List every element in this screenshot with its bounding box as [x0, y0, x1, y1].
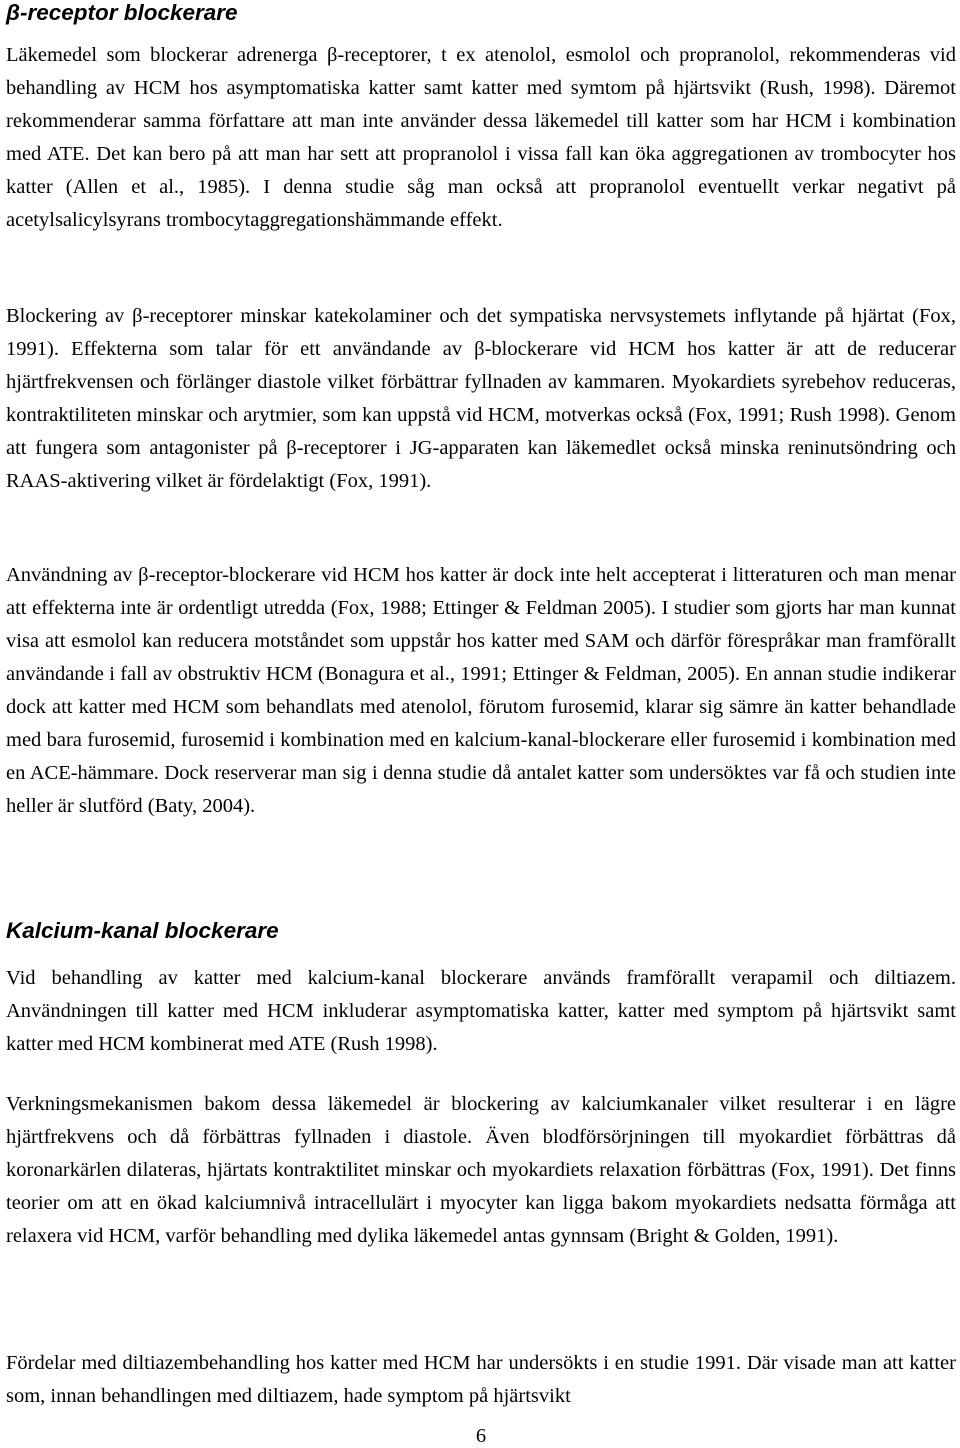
page-number: 6: [475, 1425, 487, 1447]
section-heading-beta-blockers: β-receptor blockerare: [6, 0, 238, 25]
paragraph: Läkemedel som blockerar adrenerga β-receptorer, t ex atenolol, esmolol och propranolol, rekommenderas vid behandling av HCM hos asymptomatiska katter samt katter med symtom på hjärtsvikt (Rush, 1998). Däremot rekommenderar samma författare att man inte använder dessa läkemedel till katter som har HCM i kombination med ATE. Det kan bero på att man har sett att propranolol i vissa fall kan öka aggregationen av trombocyter hos katter (Allen et al., 1985). I denna studie såg man också att propranolol eventuellt verkar negativt på acetylsalicylsyrans trombocytaggregationshämmande effekt.: [6, 44, 956, 231]
paragraph: Vid behandling av katter med kalcium-kanal blockerare används framförallt verapamil och diltiazem. Användningen till katter med HCM inkluderar asymptomatiska katter, katter med symptom på hjärtsvikt samt katter med HCM kombinerat med ATE (Rush 1998).: [6, 967, 956, 1055]
paragraph: Användning av β-receptor-blockerare vid HCM hos katter är dock inte helt accepterat i litteraturen och man menar att effekterna inte är ordentligt utredda (Fox, 1988; Ettinger & Feldman 2005). I studier som gjorts har man kunnat visa att esmolol kan reducera motståndet som uppstår hos katter med SAM och därför förespråkar man framförallt användande i fall av obstruktiv HCM (Bonagura et al., 1991; Ettinger & Feldman, 2005). En annan studie indikerar dock att katter med HCM som behandlats med atenolol, förutom furosemid, klarar sig sämre än katter behandlade med bara furosemid, furosemid i kombination med en kalcium-kanal-blockerare eller furosemid i kombination med en ACE-hämmare. Dock reserverar man sig i denna studie då antalet katter som undersöktes var få och studien inte heller är slutförd (Baty, 2004).: [6, 564, 956, 817]
section-heading-calcium-channel-blockers: Kalcium-kanal blockerare: [6, 918, 279, 943]
paragraph: Verkningsmekanismen bakom dessa läkemedel är blockering av kalciumkanaler vilket resulterar i en lägre hjärtfrekvens och då förbättras fyllnaden i diastole. Även blodförsörjningen till myokardiet förbättras då koronarkärlen dilateras, hjärtats kontraktilitet minskar och myokardiets relaxation förbättras (Fox, 1991). Det finns teorier om att en ökad kalciumnivå intracellulärt i myocyter kan ligga bakom myokardiets nedsatta förmåga att relaxera vid HCM, varför behandling med dylika läkemedel antas gynnsam (Bright & Golden, 1991).: [6, 1093, 956, 1247]
paragraph: Fördelar med diltiazembehandling hos katter med HCM har undersökts i en studie 1991. Där visade man att katter som, innan behandlingen med diltiazem, hade symptom på hjärtsvikt: [6, 1352, 956, 1407]
paragraph: Blockering av β-receptorer minskar katekolaminer och det sympatiska nervsystemets inflytande på hjärtat (Fox, 1991). Effekterna som talar för ett användande av β-blockerare vid HCM hos katter är att de reducerar hjärtfrekvensen och förlänger diastole vilket förbättrar fyllnaden av kammaren. Myokardiets syrebehov reduceras, kontraktiliteten minskar och arytmier, som kan uppstå vid HCM, motverkas också (Fox, 1991; Rush 1998). Genom att fungera som antagonister på β-receptorer i JG-apparaten kan läkemedlet också minska reninutsöndring och RAAS-aktivering vilket är fördelaktigt (Fox, 1991).: [6, 305, 956, 492]
